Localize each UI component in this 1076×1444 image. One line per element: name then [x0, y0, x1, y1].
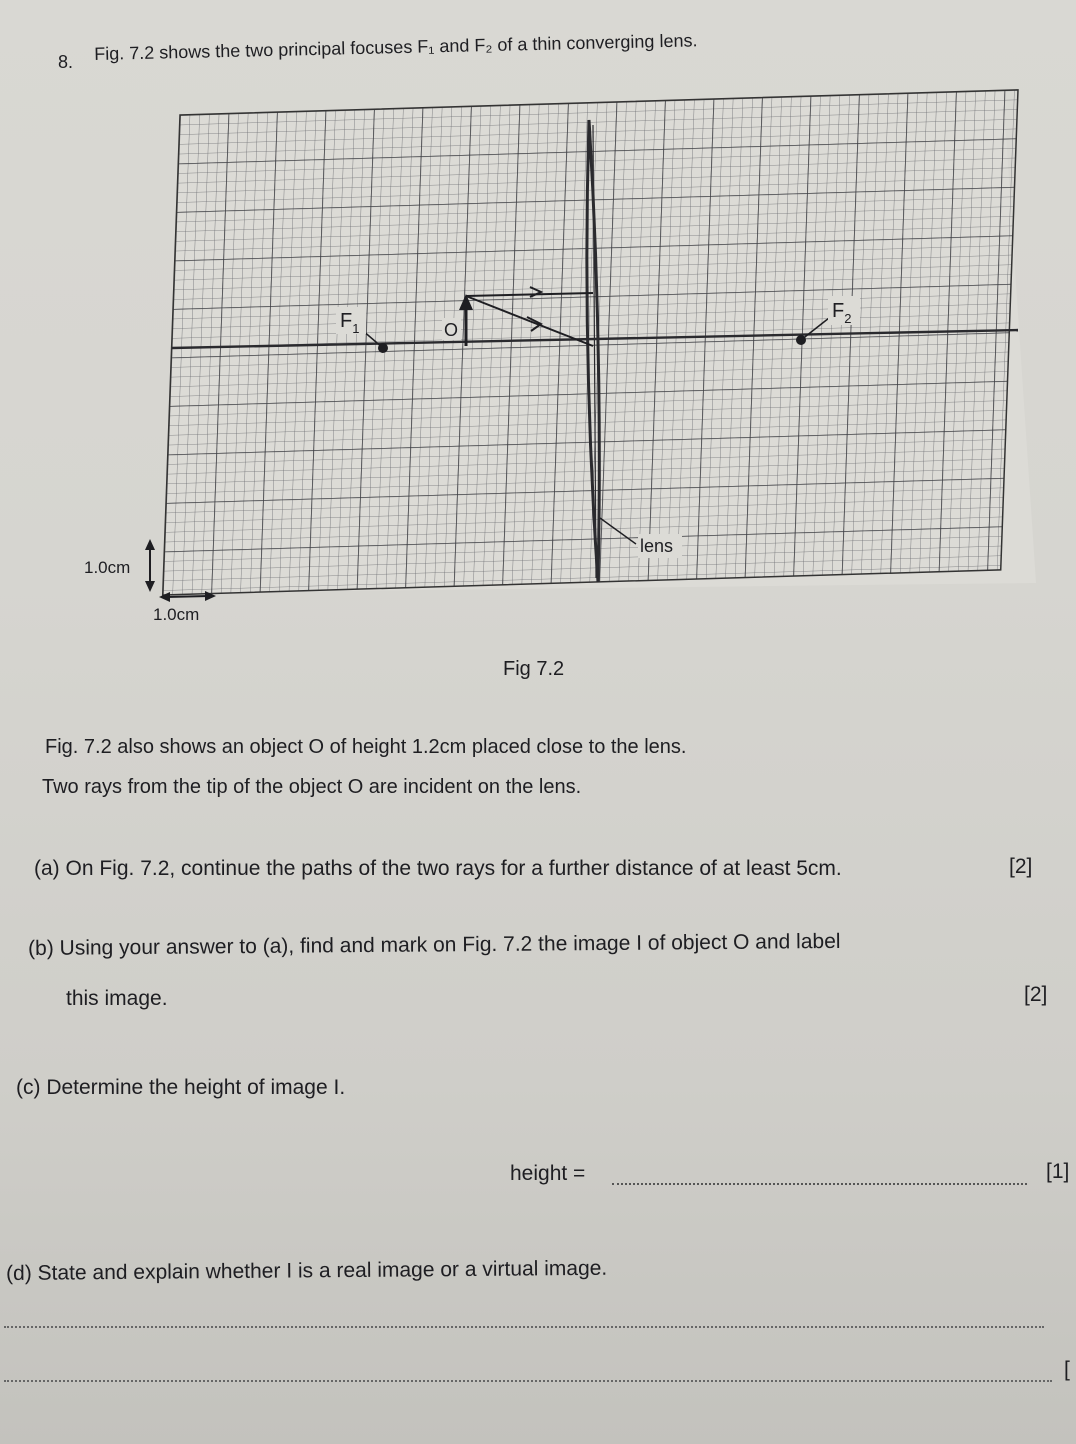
part-b-text-line-1: (b) Using your answer to (a), find and mark on Fig. 7.2 the image I of object O and label [28, 929, 841, 960]
part-a-text: (a) On Fig. 7.2, continue the paths of the two rays for a further distance of at least 5cm. [34, 857, 842, 880]
answer-line-1[interactable] [4, 1326, 1044, 1328]
part-b-text-line-2: this image. [66, 987, 168, 1010]
horizontal-scale-label: 1.0cm [153, 605, 200, 624]
part-c-marks: [1] [1046, 1160, 1070, 1183]
answer-line-2[interactable] [4, 1380, 1052, 1382]
part-b-marks: [2] [1024, 983, 1048, 1006]
part-d-marks: [ [1064, 1358, 1070, 1381]
question-number: 8. [58, 52, 74, 72]
question-intro: Fig. 7.2 shows the two principal focuses F₁ and F₂ of a thin converging lens. [94, 30, 698, 64]
vertical-scale-arrow [145, 539, 155, 592]
part-c-text: (c) Determine the height of image I. [16, 1076, 346, 1099]
description-line-2: Two rays from the tip of the object O are incident on the lens. [42, 776, 582, 798]
height-answer-line[interactable] [612, 1183, 1027, 1185]
vertical-scale-label: 1.0cm [84, 558, 131, 577]
description-line-1: Fig. 7.2 also shows an object O of height 1.2cm placed close to the lens. [45, 736, 687, 758]
f2-label: $F_2$ [832, 300, 852, 326]
object-label: O [444, 320, 459, 340]
part-d-text: (d) State and explain whether I is a real image or a virtual image. [6, 1256, 608, 1285]
figure-7-2 [0, 0, 1076, 640]
part-a-marks: [2] [1009, 855, 1033, 878]
lens-label: lens [640, 536, 674, 556]
height-answer-label: height = [510, 1162, 586, 1185]
f1-label: $F_1$ [340, 310, 360, 336]
figure-caption: Fig 7.2 [503, 658, 565, 680]
